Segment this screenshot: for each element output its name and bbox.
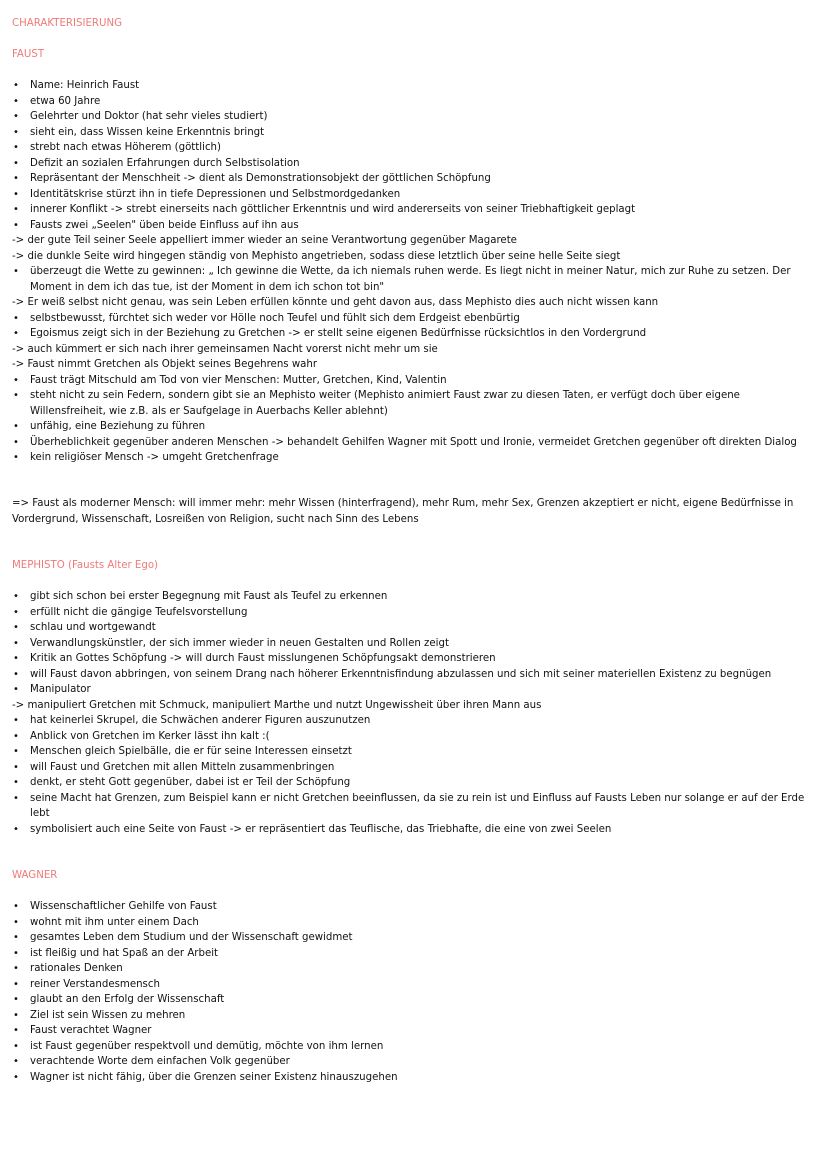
mephisto-list-item: • Manipulator [12, 682, 812, 698]
wagner-list-item: • ist Faust gegenüber respektvoll und demütig, möchte von ihm lernen [12, 1039, 812, 1055]
mephisto-list [12, 589, 812, 837]
wagner-list-item: • Ziel ist sein Wissen zu mehren [12, 1008, 812, 1024]
mephisto-list-item: • seine Macht hat Grenzen, zum Beispiel kann er nicht Gretchen beeinflussen, da sie zu rein ist und Einfluss auf Fausts Leben nur solange er auf der Erde lebt [12, 791, 812, 822]
mephisto-list-item: • symbolisiert auch eine Seite von Faust -> er repräsentiert das Teuflische, das Triebhafte, die eine von zwei Seelen [12, 822, 812, 838]
faust-heading: FAUST [12, 49, 45, 60]
mephisto-list-item: • will Faust davon abbringen, von seinem Drang nach höherer Erkenntnisfindung abzulassen und sich mit seiner materiellen Existenz zu begnügen [12, 667, 812, 683]
wagner-list [12, 899, 812, 1085]
faust-list-item: • Faust trägt Mitschuld am Tod von vier Menschen: Mutter, Gretchen, Kind, Valentin [12, 373, 812, 389]
wagner-list-item: • ist fleißig und hat Spaß an der Arbeit [12, 946, 812, 962]
faust-list-item: -> der gute Teil seiner Seele appelliert immer wieder an seine Verantwortung gegenüber Magarete [12, 235, 517, 246]
wagner-list-item: • Wissenschaftlicher Gehilfe von Faust [12, 899, 812, 915]
wagner-list-item: • verachtende Worte dem einfachen Volk gegenüber [12, 1054, 812, 1070]
wagner-list-item: • glaubt an den Erfolg der Wissenschaft [12, 992, 812, 1008]
faust-list-item: -> die dunkle Seite wird hingegen ständig von Mephisto angetrieben, sodass diese letztlich über seine helle Seite siegt [12, 250, 621, 262]
faust-list [12, 78, 812, 466]
faust-list-item: • sieht ein, dass Wissen keine Erkenntnis bringt [12, 125, 812, 141]
faust-summary: => Faust als moderner Mensch: will immer mehr: mehr Wissen (hinterfragend), mehr Rum, mehr Sex, Grenzen akzeptiert er nicht, eigene Bedürfnisse in Vordergrund, Wissenschaft, Losreißen von Religion, sucht nach Sinn des Lebens [12, 498, 794, 525]
mephisto-list-item: • Kritik an Gottes Schöpfung -> will durch Faust misslungenen Schöpfungsakt demonstrieren [12, 651, 812, 667]
faust-list-item: -> Faust nimmt Gretchen als Objekt seines Begehrens wahr [12, 359, 318, 370]
wagner-list-item: • Faust verachtet Wagner [12, 1023, 812, 1039]
faust-list-item: • Defizit an sozialen Erfahrungen durch Selbstisolation [12, 156, 812, 172]
mephisto-list-item: • hat keinerlei Skrupel, die Schwächen anderer Figuren auszunutzen [12, 713, 812, 729]
faust-list-item: • Egoismus zeigt sich in der Beziehung zu Gretchen -> er stellt seine eigenen Bedürfnisse rücksichtlos in den Vordergrund [12, 326, 812, 342]
mephisto-list-item: • Verwandlungskünstler, der sich immer wieder in neuen Gestalten und Rollen zeigt [12, 636, 812, 652]
mephisto-list-item: • Anblick von Gretchen im Kerker lässt ihn kalt :( [12, 729, 812, 745]
faust-list-item: • innerer Konflikt -> strebt einerseits nach göttlicher Erkenntnis und wird andererseits von seiner Triebhaftigkeit geplagt [12, 202, 812, 218]
mephisto-list-item: • erfüllt nicht die gängige Teufelsvorstellung [12, 605, 812, 621]
faust-list-item: • selbstbewusst, fürchtet sich weder vor Hölle noch Teufel und fühlt sich dem Erdgeist ebenbürtig [12, 311, 812, 327]
faust-list-item: • unfähig, eine Beziehung zu führen [12, 419, 812, 435]
mephisto-list-item: • will Faust und Gretchen mit allen Mitteln zusammenbringen [12, 760, 812, 776]
faust-list-item: • Fausts zwei „Seelen" üben beide Einfluss auf ihn aus [12, 218, 812, 234]
faust-list-item: • Überheblichkeit gegenüber anderen Menschen -> behandelt Gehilfen Wagner mit Spott und Ironie, vermeidet Gretchen gegenüber oft direkten Dialog [12, 435, 812, 451]
mephisto-list-item: -> manipuliert Gretchen mit Schmuck, manipuliert Marthe und nutzt Ungewissheit über ihren Mann aus [12, 699, 542, 711]
wagner-list-item: • Wagner ist nicht fähig, über die Grenzen seiner Existenz hinauszugehen [12, 1070, 812, 1086]
wagner-list-item: • reiner Verstandesmensch [12, 977, 812, 993]
faust-list-item: • Repräsentant der Menschheit -> dient als Demonstrationsobjekt der göttlichen Schöpfung [12, 171, 812, 187]
faust-list-item: • Gelehrter und Doktor (hat sehr vieles studiert) [12, 109, 812, 125]
mephisto-heading: MEPHISTO (Fausts Alter Ego) [12, 560, 159, 571]
faust-list-item: • Name: Heinrich Faust [12, 78, 812, 94]
mephisto-list-item: • denkt, er steht Gott gegenüber, dabei ist er Teil der Schöpfung [12, 775, 812, 791]
faust-list-item: -> Er weiß selbst nicht genau, was sein Leben erfüllen könnte und geht davon aus, dass Mephisto dies auch nicht wissen kann [12, 297, 659, 308]
wagner-list-item: • rationales Denken [12, 961, 812, 977]
document-title: CHARAKTERISIERUNG [12, 18, 122, 29]
faust-list-item: • Identitätskrise stürzt ihn in tiefe Depressionen und Selbstmordgedanken [12, 187, 812, 203]
mephisto-list-item: • Menschen gleich Spielbälle, die er für seine Interessen einsetzt [12, 744, 812, 760]
faust-list-item: • strebt nach etwas Höherem (göttlich) [12, 140, 812, 156]
faust-list-item: • steht nicht zu sein Federn, sondern gibt sie an Mephisto weiter (Mephisto animiert Faust zwar zu diesen Taten, er verfügt doch über eigene Willensfreiheit, wie z.B. als er Saufgelage in Auerbachs Keller ablehnt) [12, 388, 812, 419]
mephisto-list-item: • gibt sich schon bei erster Begegnung mit Faust als Teufel zu erkennen [12, 589, 812, 605]
faust-list-item: • kein religiöser Mensch -> umgeht Gretchenfrage [12, 450, 812, 466]
faust-list-item: • überzeugt die Wette zu gewinnen: „ Ich gewinne die Wette, da ich niemals ruhen werde. Es liegt nicht in meiner Natur, mich zur Ruhe zu setzen. Der Moment in dem ich das tue, ist der Moment in dem ich schon tot bin" [12, 264, 812, 295]
wagner-heading: WAGNER [12, 870, 58, 881]
mephisto-list-item: • schlau und wortgewandt [12, 620, 812, 636]
wagner-list-item: • gesamtes Leben dem Studium und der Wissenschaft gewidmet [12, 930, 812, 946]
wagner-list-item: • wohnt mit ihm unter einem Dach [12, 915, 812, 931]
faust-list-item: -> auch kümmert er sich nach ihrer gemeinsamen Nacht vorerst nicht mehr um sie [12, 343, 438, 355]
faust-list-item: • etwa 60 Jahre [12, 94, 812, 110]
